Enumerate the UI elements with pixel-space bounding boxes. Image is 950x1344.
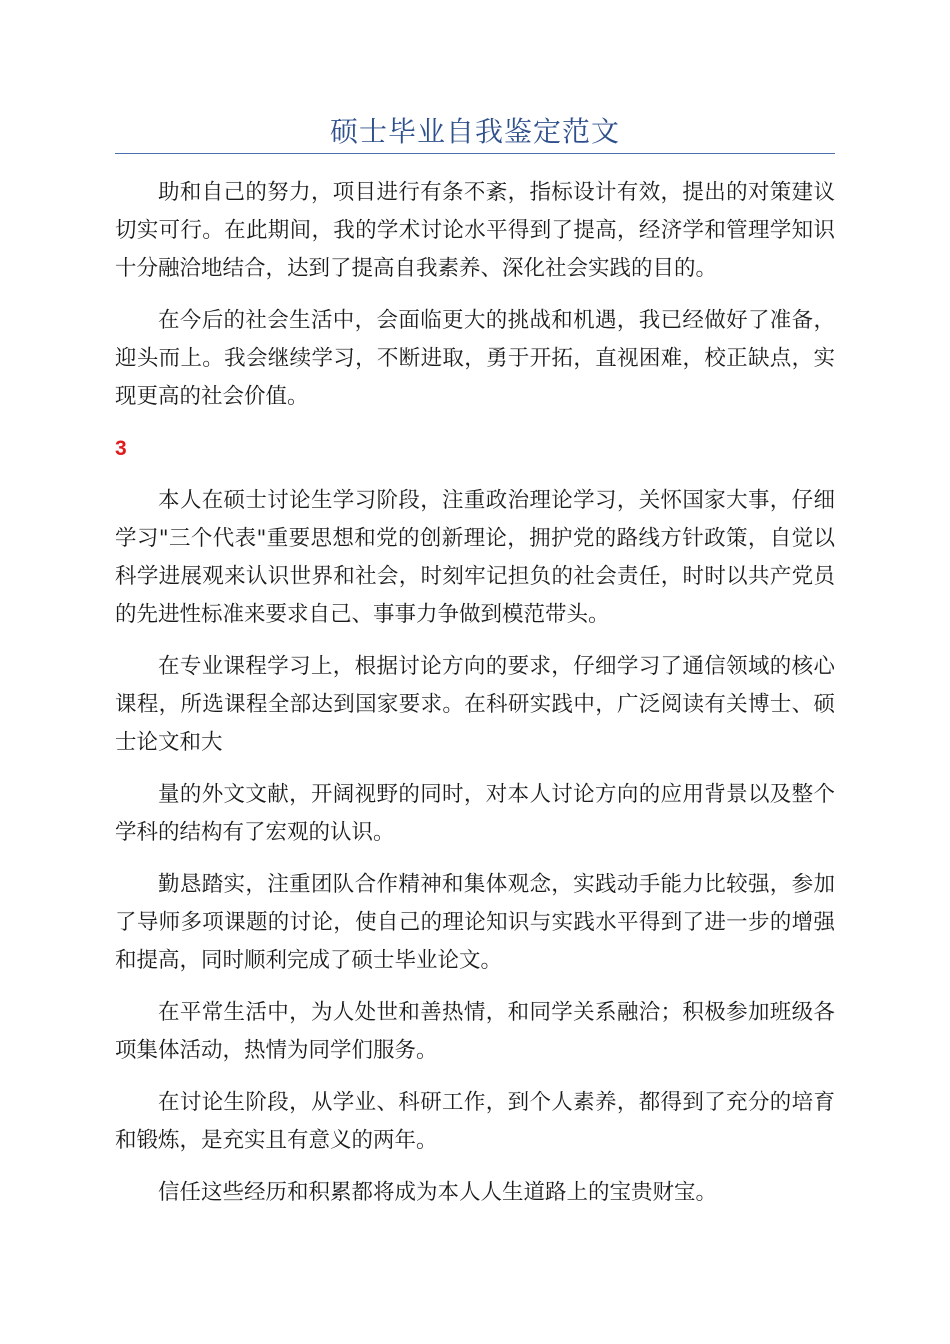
paragraph: 在讨论生阶段，从学业、科研工作，到个人素养，都得到了充分的培育和锻炼，是充实且有意义的两年。: [115, 1090, 835, 1153]
section-number: 3: [115, 437, 127, 460]
paragraph: 在今后的社会生活中，会面临更大的挑战和机遇，我已经做好了准备，迎头而上。我会继续学习，不断进取，勇于开拓，直视困难，校正缺点，实现更高的社会价值。: [115, 308, 835, 409]
paragraph: 量的外文文献，开阔视野的同时，对本人讨论方向的应用背景以及整个学科的结构有了宏观的认识。: [115, 782, 835, 845]
paragraph: 助和自己的努力，项目进行有条不紊，指标设计有效，提出的对策建议切实可行。在此期间，我的学术讨论水平得到了提高，经济学和管理学知识十分融洽地结合，达到了提高自我素养、深化社会实践的目的。: [115, 180, 835, 281]
paragraph: 本人在硕士讨论生学习阶段，注重政治理论学习，关怀国家大事，仔细学习"三个代表"重要思想和党的创新理论，拥护党的路线方针政策，自觉以科学进展观来认识世界和社会，时刻牢记担负的社会责任，时时以共产党员的先进性标准来要求自己、事事力争做到模范带头。: [115, 488, 835, 627]
document-title: 硕士毕业自我鉴定范文: [329, 115, 620, 148]
document-body: [115, 174, 835, 1226]
paragraph: 在平常生活中，为人处世和善热情，和同学关系融洽；积极参加班级各项集体活动，热情为同学们服务。: [115, 1000, 835, 1063]
paragraph: 勤恳踏实，注重团队合作精神和集体观念，实践动手能力比较强，参加了导师多项课题的讨论，使自己的理论知识与实践水平得到了进一步的增强和提高，同时顺利完成了硕士毕业论文。: [115, 872, 835, 973]
title-underline: [115, 153, 835, 154]
paragraph: 在专业课程学习上，根据讨论方向的要求，仔细学习了通信领域的核心课程，所选课程全部达到国家要求。在科研实践中，广泛阅读有关博士、硕士论文和大: [115, 654, 835, 755]
paragraph: 信任这些经历和积累都将成为本人人生道路上的宝贵财宝。: [158, 1180, 718, 1205]
